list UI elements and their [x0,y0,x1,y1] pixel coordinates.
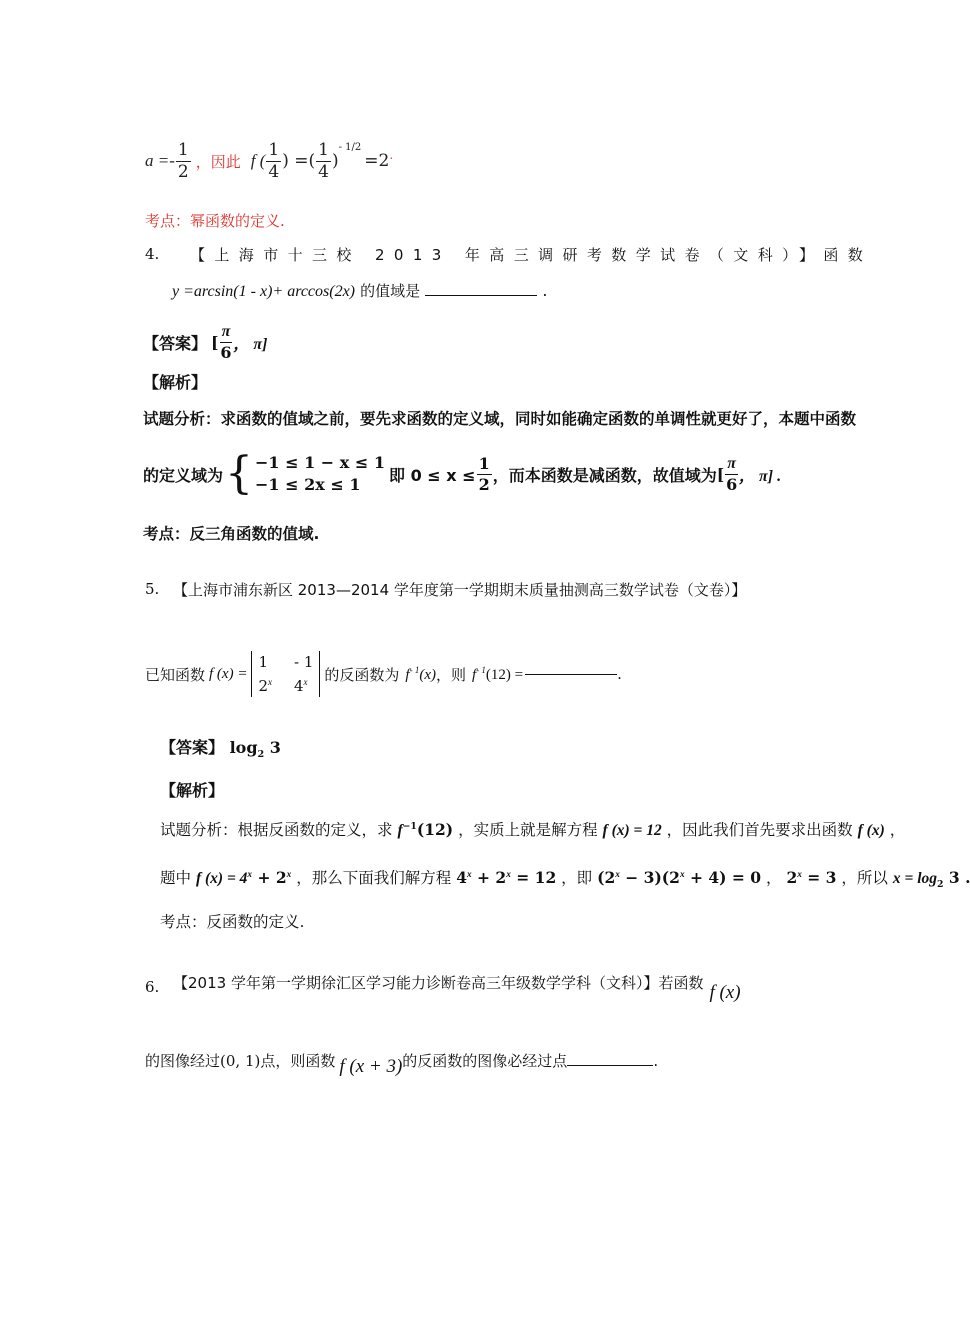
q6-fx3: f (x + 3) [339,1056,403,1077]
q5-l1-finv: $f^{-1}(12)$ [397,820,454,839]
q4-ji-text: 即 0 ≤ x ≤ [389,465,476,485]
q5-determinant [251,651,320,697]
q5-period: . [617,665,622,683]
q6-point: (0, 1) [220,1052,261,1070]
q5-l2-eq4: $2^x = 3$ [786,868,837,887]
q4-tail-text: ，而本函数是减函数，故值域为 [492,465,717,485]
q6-period: . [653,1052,659,1070]
q4-answer-rest: ， π] [233,335,268,353]
q5-l1-eq: f (x) = 12 [602,822,662,839]
q4-range-fraction: $\frac{\pi}{6}$ [726,454,738,494]
q6-line2-b: 点，则函数 [260,1052,336,1070]
q5-l2-eq2: $4^x + 2^x = 12$ [456,868,557,887]
red-dot: . [389,148,394,162]
q5-finv-12: $f^{- 1}(12)$ = [472,664,524,683]
hence-text: ，因此 [195,152,241,171]
q5-l1-fx: f (x) [857,822,885,839]
q4-system-brace: { [225,448,254,499]
q4-source: 【上海市十三校 2013 年高三调研考数学试卷（文科）】函数 [190,246,873,264]
q5-inverse-text: 的反函数为 [324,665,400,684]
a-fraction: $\frac{1}{2}$ [177,139,189,182]
det-cell-21: 2$^x$ [258,677,272,695]
q5-given-prefix: 已知函数 [145,665,206,684]
eq-open: ) =( [282,151,316,171]
q5-answer-value: $\log_2 3$ [229,738,281,761]
q4-analysis-line1: 试题分析：求函数的值域之前，要先求函数的定义域，同时如能确定函数的单调性就更好了，本题中函数 [143,410,857,428]
det-cell-11: 1 [258,653,268,671]
q5-jiexi-label: 【解析】 [160,781,225,800]
q6-fx: f (x) [709,982,741,1003]
q6-answer-blank [567,1065,653,1066]
q6-number: 6. [145,978,160,996]
eq-close: ) [331,151,339,171]
q6-line2-a: 的图像经过 [145,1052,221,1070]
q4-range-lbracket: [ [716,464,725,484]
det-cell-22: 4$^x$ [294,677,308,695]
q4-range-rest: ， π] . [739,467,782,485]
q4-system-row1: −1 ≤ 1 − x ≤ 1 [255,453,385,473]
q4-kaodian: 考点：反三角函数的值域. [143,525,320,543]
q5-l1-b: ，实质上就是解方程 [458,821,598,839]
q5-kaodian: 考点：反函数的定义. [160,913,305,931]
q4-jiexi-label: 【解析】 [143,373,208,392]
det-cell-12: - 1 [294,653,314,671]
f-arg-fraction: $\frac{1}{4}$ [268,139,280,182]
q5-l2-b: ，那么下面我们解方程 [296,869,452,887]
q5-l2-e: ，所以 [841,869,888,887]
result: =2 [364,151,390,171]
exponent: - 1/2 [338,141,362,153]
q5-finv: $f^{- 1}(x)$ [405,664,436,683]
q4-number: 4. [145,245,160,263]
q4-period: . [542,281,548,300]
q4-inequality-system [255,452,385,495]
q5-l2-c: ，即 [561,869,593,887]
q5-l2-eq5: $x = \log_2 3$ . [892,868,970,891]
q5-l2-d: ， [766,869,782,887]
q5-l1-d: ， [889,821,906,839]
q6-source: 【2013 学年第一学期徐汇区学习能力诊断卷高三年级数学学科（文科）】若函数 [173,974,704,992]
q4-domain-prefix: 的定义域为 [143,465,224,485]
q4-system-row2: −1 ≤ 2x ≤ 1 [255,475,361,494]
q5-l2-eq3: $(2^x - 3)(2^x + 4) = 0$ [597,868,762,887]
q5-f-of-x: f (x) = [209,665,248,682]
q5-l2-a: 题中 [160,869,192,887]
q4-suffix: 的值域是 [360,282,421,300]
q6-line2-c: 的反函数的图像必经过点 [402,1052,568,1070]
power-base-fraction: $\frac{1}{4}$ [318,139,329,182]
kaodian-power: 考点：幂函数的定义. [145,212,285,230]
q4-expression: y =arcsin(1 - x)+ arccos(2x) [172,283,356,300]
q4-answer-blank [425,295,537,296]
f-open: f ( [250,151,266,170]
q5-answer-label: 【答案】 [160,738,225,757]
a-equals: a =- [145,151,175,170]
q4-answer-label: 【答案】 [143,333,208,353]
q5-number: 5. [145,580,160,598]
q5-answer-blank [525,674,617,675]
q4-answer-fraction: $\frac{\pi}{6}$ [220,322,232,362]
q4-half-fraction: $\frac{1}{2}$ [478,453,490,494]
q5-source: 【上海市浦东新区 2013—2014 学年度第一学期期末质量抽测高三数学试卷（文卷）】 [173,581,747,599]
q5-l2-eq: f $(x) = 4^x + 2^x$ [195,868,292,887]
q5-l1-c: ，因此我们首先要求出函数 [666,821,853,839]
q5-l1-a: 试题分析：根据反函数的定义，求 [160,821,393,839]
q4-answer-lbracket: [ [211,332,219,352]
q5-then-text: ，则 [435,665,466,684]
